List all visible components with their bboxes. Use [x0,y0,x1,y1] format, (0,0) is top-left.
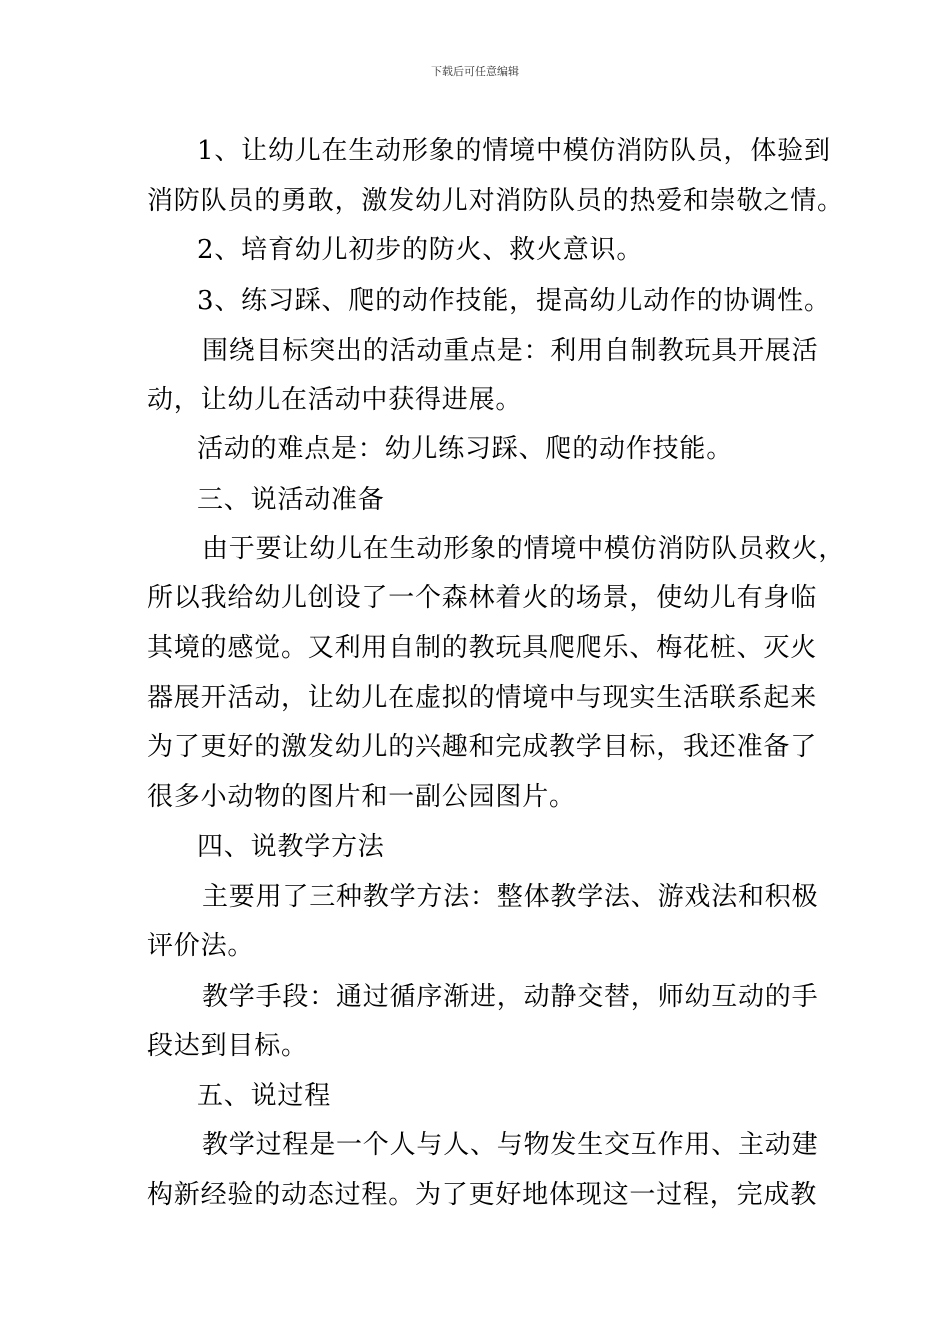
page-header: 下载后可任意编辑 [431,65,519,78]
paragraph-line: 段达到目标。 [147,1031,308,1061]
paragraph-line: 主要用了三种教学方法：整体教学法、游戏法和积极 [202,882,819,912]
paragraph-line: 教学过程是一个人与人、与物发生交互作用、主动建 [202,1130,819,1160]
paragraph-line: 动，让幼儿在活动中获得进展。 [147,385,523,415]
paragraph-line: 围绕目标突出的活动重点是：利用自制教玩具开展活 [202,336,819,366]
section-heading: 五、说过程 [197,1081,332,1111]
paragraph-line: 教学手段：通过循序渐进，动静交替，师幼互动的手 [202,982,819,1012]
paragraph-line: 2、培育幼儿初步的防火、救火意识。 [197,235,644,265]
paragraph-line: 其境的感觉。又利用自制的教玩具爬爬乐、梅花桩、灭火 [147,633,818,663]
paragraph-line: 很多小动物的图片和一副公园图片。 [147,782,576,812]
paragraph-line: 构新经验的动态过程。为了更好地体现这一过程，完成教 [147,1180,818,1210]
section-heading: 四、说教学方法 [197,832,385,862]
paragraph-line: 由于要让幼儿在生动形象的情境中模仿消防队员救火， [202,534,846,564]
paragraph-line: 器展开活动，让幼儿在虚拟的情境中与现实生活联系起来 [147,683,818,713]
paragraph-line: 3、练习踩、爬的动作技能，提高幼儿动作的协调性。 [197,286,831,316]
paragraph-line: 评价法。 [147,931,255,961]
paragraph-line: 活动的难点是：幼儿练习踩、爬的动作技能。 [197,434,734,464]
paragraph-line: 1、让幼儿在生动形象的情境中模仿消防队员，体验到 [197,136,831,166]
section-heading: 三、说活动准备 [197,485,385,515]
paragraph-line: 所以我给幼儿创设了一个森林着火的场景，使幼儿有身临 [147,583,818,613]
paragraph-line: 为了更好的激发幼儿的兴趣和完成教学目标，我还准备了 [147,732,818,762]
paragraph-line: 消防队员的勇敢，激发幼儿对消防队员的热爱和崇敬之情。 [147,186,844,216]
